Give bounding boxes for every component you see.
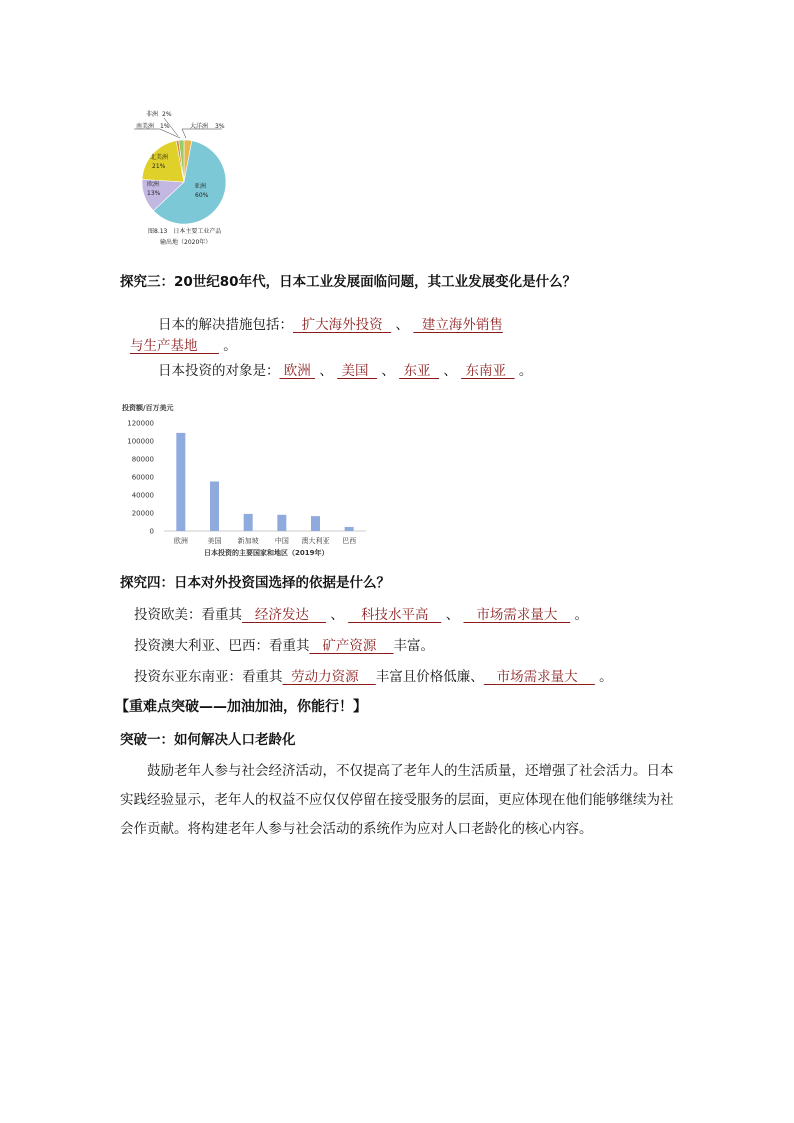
q3-targets-label: 日本投资的对象是：	[158, 363, 280, 379]
answer-target-seasia: 东南亚	[465, 363, 506, 379]
label-africa-pct: 2%	[162, 111, 172, 118]
answer-market-demand: 市场需求量大	[476, 607, 558, 623]
breakthrough-paragraph: 鼓励老年人参与社会经济活动，不仅提高了老年人的生活质量，还增强了社会活力。日本实践经验显示，老年人的权益不应仅仅停留在接受服务的层面，更应体现在他们能够继续为社会作贡献。将构建老年人参与社会活动的系统作为应对人口老龄化的核心内容。	[120, 763, 674, 837]
pie-caption-1: 图8.13 日本主要工业产品	[148, 228, 222, 235]
pie-figure	[120, 104, 232, 252]
x-tick-label: 新加坡	[237, 537, 259, 545]
x-tick-label: 美国	[207, 537, 222, 545]
answer-build-bases: 建立海外销售	[421, 317, 503, 333]
x-tick-label: 欧洲	[173, 537, 188, 545]
label-namerica-pct: 21%	[152, 163, 166, 170]
label-asia-pct: 60%	[195, 192, 209, 199]
y-tick-label: 80000	[131, 455, 154, 464]
q3-targets-line: 日本投资的对象是： 欧洲 、 美国 、 东亚 、 东南亚 。	[158, 363, 533, 379]
bar-4	[311, 516, 320, 531]
label-namerica: 北美洲	[150, 154, 169, 161]
label-asia: 亚洲	[194, 183, 207, 190]
pie-caption-2: 输出地（2020年）	[160, 239, 212, 246]
y-tick-label: 20000	[131, 509, 154, 518]
q3-measures-line2: 与生产基地 。	[130, 338, 237, 354]
q4-line1: 投资欧美：看重其 经济发达 、 科技水平高 、 市场需求量大 。	[134, 607, 589, 623]
label-samerica-pct: 1%	[160, 123, 170, 130]
bar-1	[210, 482, 219, 532]
answer-target-eastasia: 东亚	[403, 363, 431, 379]
chart-ylabel: 投资额/百万美元	[122, 404, 174, 412]
investment-bar-chart	[116, 398, 376, 562]
bar-0	[176, 433, 185, 531]
answer-market-demand-2: 市场需求量大	[496, 669, 578, 685]
q3-measures-label: 日本的解决措施包括：	[158, 317, 293, 333]
y-tick-label: 40000	[131, 491, 154, 500]
q4-title: 探究四：日本对外投资国选择的依据是什么？	[120, 575, 390, 591]
chart-xlabel: 日本投资的主要国家和地区（2019年）	[204, 549, 329, 557]
answer-labor-resources: 劳动力资源	[291, 669, 359, 685]
label-samerica: 南美洲	[136, 123, 155, 130]
bar-5	[345, 527, 354, 531]
x-tick-label: 巴西	[342, 537, 357, 545]
label-africa: 非洲	[146, 111, 159, 118]
label-oceania-pct: 3%	[215, 123, 225, 130]
answer-target-europe: 欧洲	[283, 363, 311, 379]
label-oceania: 大洋洲	[190, 123, 209, 130]
q4-line2: 投资澳大利亚、巴西：看重其 矿产资源 丰富。	[134, 638, 435, 654]
q3-title: 探究三：20世纪80年代，日本工业发展面临问题，其工业发展变化是什么？	[120, 274, 577, 290]
breakthrough-sub: 突破一：如何解决人口老龄化	[120, 732, 296, 748]
y-tick-label: 0	[149, 527, 154, 536]
answer-expand-investment: 扩大海外投资	[301, 317, 383, 333]
answer-economy-developed: 经济发达	[254, 607, 309, 623]
y-tick-label: 60000	[131, 473, 154, 482]
answer-build-bases-cont: 与生产基地	[130, 338, 198, 354]
answer-tech-level: 科技水平高	[361, 607, 429, 623]
y-tick-label: 120000	[127, 419, 154, 428]
q3-measures-line: 日本的解决措施包括： 扩大海外投资 、 建立海外销售	[158, 317, 503, 333]
answer-target-usa: 美国	[341, 363, 369, 379]
breakthrough-heading: 【重难点突破——加油加油，你能行！】	[115, 699, 367, 715]
x-tick-label: 澳大利亚	[301, 537, 330, 545]
y-tick-label: 100000	[127, 437, 154, 446]
label-europe: 欧洲	[147, 181, 160, 188]
x-tick-label: 中国	[274, 537, 289, 545]
answer-mineral-resources: 矿产资源	[322, 638, 377, 654]
q4-line3: 投资东亚东南亚：看重其 劳动力资源 丰富且价格低廉、 市场需求量大 。	[134, 669, 613, 685]
bar-3	[277, 515, 286, 531]
label-europe-pct: 13%	[147, 190, 161, 197]
bar-2	[244, 514, 253, 531]
